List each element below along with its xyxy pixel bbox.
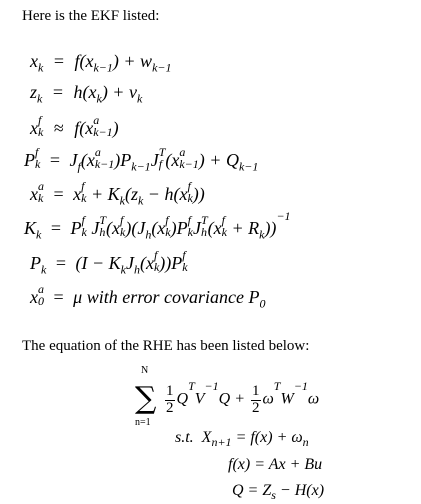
ekf-eq-measurement: $z_k = h(x_k) + v_k$	[30, 82, 143, 106]
ekf-eq-analysis-state: x a k = x f k + $K_k(z_k - h(x$ f k ))	[30, 179, 205, 208]
ekf-eq-analysis-cov: $P_k = (I - K_kJ_h(x$ f k ))P f k	[30, 248, 188, 277]
rhe-constraint-2: f(x) = Ax + Bu	[228, 456, 323, 473]
rhe-constraint-3: $Q = Z_s - H(x)$	[232, 482, 325, 503]
ekf-eq-state: $x_k = f(x_{k-1}) + w_{k-1}$	[30, 51, 172, 75]
ekf-eq-forecast-cov: P f k = $J_f(x$ a k−1 )$P_{k-1}J$ T f (x a k−1 ) + $Q_{k-1}$	[24, 145, 259, 174]
rhe-objective: N ∑ n=1 $\frac{1}{2}$ $Q^TV^{-1}Q$ + $\frac{1}{2}$ $\omega^TW^{-1}\omega$	[135, 365, 320, 428]
summation: N ∑ n=1	[135, 365, 157, 428]
rhe-intro-text: The equation of the RHE has been listed below:	[22, 338, 310, 354]
ekf-intro-text: Here is the EKF listed:	[22, 8, 160, 24]
ekf-eq-initial: x a 0 = μ with error covariance $P_0$	[30, 282, 266, 311]
ekf-eq-kalman-gain: $K_k = P$ f k J T h (x f k )($J_h(x$ f k )P f k J T h (x f k + $R_k))^{-1}$	[24, 209, 291, 242]
rhe-constraint-1: s.t. $X_{n+1} = f(x) + \omega_n$	[175, 429, 309, 450]
ekf-eq-forecast-state: x f k ≈ f(x a k−1 )	[30, 113, 119, 139]
